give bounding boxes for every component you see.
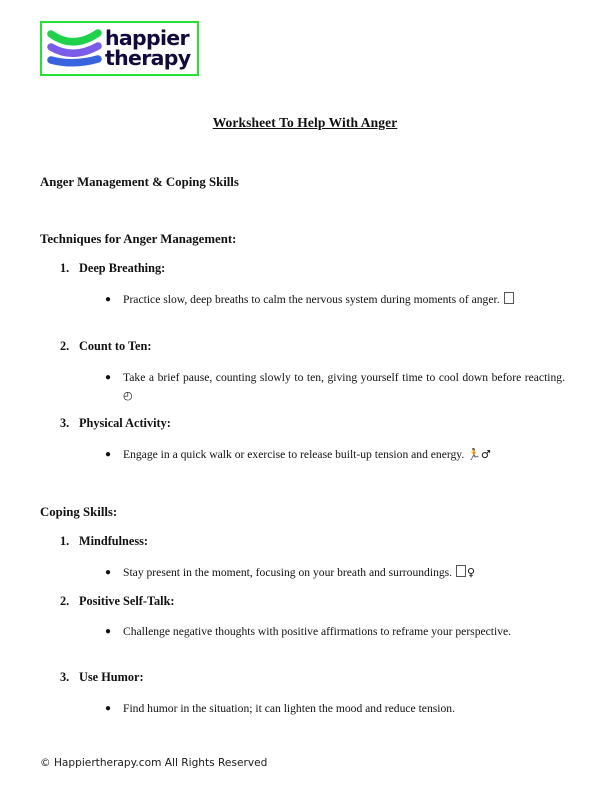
list-label: Use Humor: [79, 670, 144, 684]
clock-icon: ◴ [123, 388, 133, 402]
bullet-item [105, 623, 565, 641]
bullet-item [105, 291, 565, 309]
logo-wordmark [105, 26, 191, 70]
list-item [60, 670, 580, 685]
happier-therapy-logo [40, 21, 199, 76]
list-number: 1. [60, 534, 70, 548]
logo-wordmark-line2: therapy [105, 45, 191, 70]
missing-glyph-box-icon [456, 565, 466, 577]
section-heading-coping: Coping Skills: [40, 505, 118, 519]
bullet-sentence: Practice slow, deep breaths to calm the nervous system during moments of anger. [123, 293, 500, 306]
bullet-sentence: Engage in a quick walk or exercise to release built-up tension and energy. [123, 448, 465, 461]
list-number: 2. [60, 594, 70, 608]
bullet-item [105, 369, 565, 405]
bullet-marker: ● [105, 567, 112, 578]
bullet-marker: ● [105, 372, 112, 383]
bullet-item [105, 446, 565, 464]
bullet-marker: ● [105, 294, 112, 305]
list-item [60, 594, 580, 609]
list-label: Mindfulness: [79, 534, 149, 548]
bullet-text: Find humor in the situation; it can lighten the mood and reduce tension. [123, 702, 455, 715]
footer-copyright: © Happiertherapy.com All Rights Reserved [40, 757, 268, 769]
bullet-marker: ● [105, 449, 112, 460]
bullet-marker: ● [105, 626, 112, 637]
runner-icon: 🏃 [467, 448, 481, 461]
bullet-sentence: Stay present in the moment, focusing on your breath and surroundings. [123, 566, 453, 579]
section-heading-techniques: Techniques for Anger Management: [40, 232, 237, 246]
missing-glyph-box-icon [504, 292, 514, 304]
list-label: Positive Self-Talk: [79, 594, 175, 608]
list-number: 3. [60, 416, 70, 430]
page-title: Worksheet To Help With Anger [212, 115, 398, 130]
female-sign-icon: ♀ [466, 566, 476, 579]
bullet-text [123, 291, 565, 309]
list-number: 1. [60, 261, 70, 275]
bullet-sentence: Take a brief pause, counting slowly to ten, giving yourself time to cool down before reacting. [123, 371, 565, 384]
list-item [60, 339, 580, 354]
logo-arcs-icon [46, 26, 104, 72]
list-item [60, 534, 580, 549]
list-item [60, 261, 580, 276]
bullet-item [105, 564, 565, 582]
bullet-text [123, 446, 565, 464]
list-label: Physical Activity: [79, 416, 171, 430]
list-label: Count to Ten: [79, 339, 152, 353]
logo-wordmark-line1: happier [105, 26, 189, 51]
list-number: 2. [60, 339, 70, 353]
bullet-marker: ● [105, 703, 112, 714]
list-item [60, 416, 580, 431]
bullet-item [105, 700, 565, 718]
male-sign-icon: ♂ [480, 448, 491, 461]
bullet-text [123, 369, 565, 405]
list-label: Deep Breathing: [79, 261, 166, 275]
bullet-text [123, 564, 565, 582]
intro-heading: Anger Management & Coping Skills [40, 175, 239, 189]
bullet-text: Challenge negative thoughts with positive affirmations to reframe your perspective. [123, 625, 512, 638]
list-number: 3. [60, 670, 70, 684]
